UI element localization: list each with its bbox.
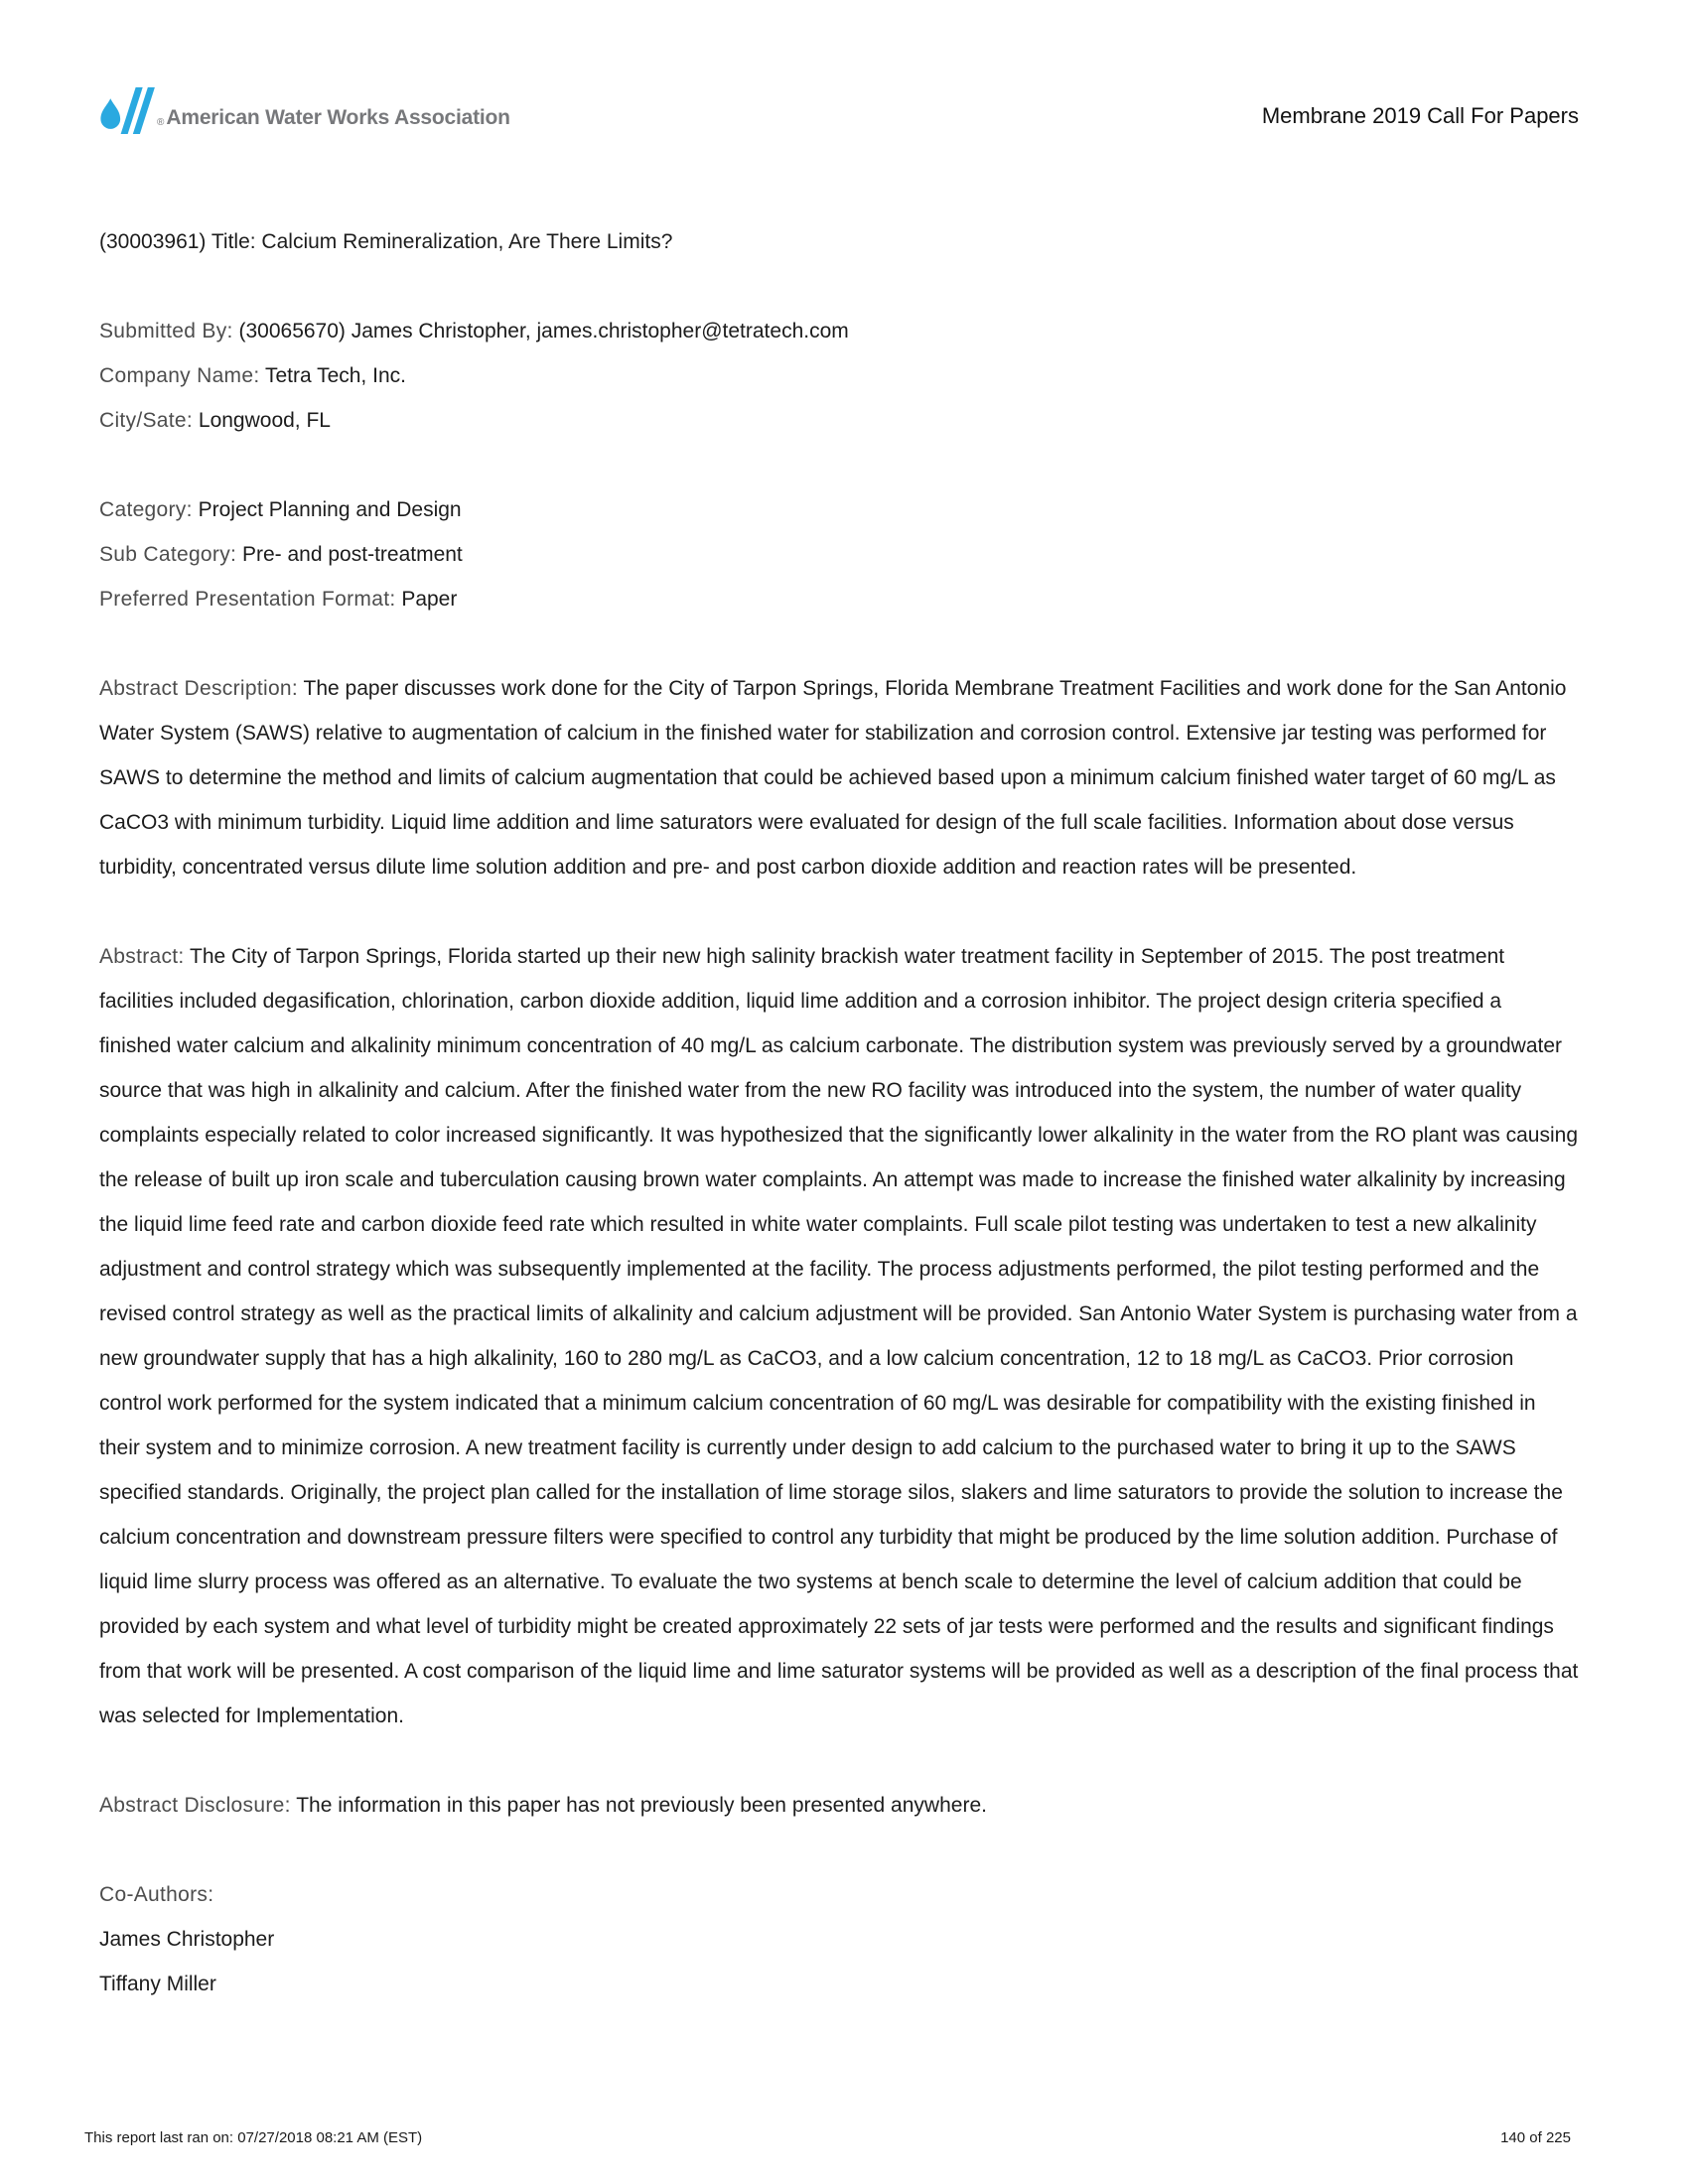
company-name-value: Tetra Tech, Inc. (264, 364, 406, 387)
page-number: 140 of 225 (1500, 2129, 1571, 2146)
abstract-description-text: The paper discusses work done for the City of Tarpon Springs, Florida Membrane Treatment Facilities and work done for the San Antonio Water System (SAWS) relative to augmentation of calcium in the finished water for stabilization and corrosion control. Extensive jar testing was performed for SAWS to determine the method and limits of calcium augmentation that could be achieved based upon a minimum calcium finished water target of 60 mg/L as CaCO3 with minimum turbidity. Liquid lime addition and lime saturators were evaluated for design of the full scale facilities. Information about dose versus turbidity, concentrated versus dilute lime solution addition and pre- and post carbon dioxide addition and reaction rates will be presented. (99, 677, 1567, 879)
abstract-disclosure-paragraph (99, 1783, 1579, 1828)
co-author-name: James Christopher (99, 1928, 275, 1951)
abstract-description-paragraph (99, 666, 1579, 889)
submitted-by-label: Submitted By: (99, 320, 233, 342)
submitted-by-value: (30065670) James Christopher, james.christopher@tetratech.com (238, 320, 849, 342)
abstract-description-label: Abstract Description: (99, 677, 299, 700)
logo-wordmark: American Water Works Association (166, 106, 510, 129)
report-last-ran: This report last ran on: 07/27/2018 08:21 AM (EST) (84, 2129, 423, 2146)
city-state-label: City/Sate: (99, 409, 194, 432)
category-value: Project Planning and Design (198, 498, 462, 521)
co-authors-label: Co-Authors: (99, 1883, 214, 1906)
contact-info-block (99, 309, 1579, 443)
company-name-line (99, 353, 1579, 398)
submission-title-line: (30003961) Title: Calcium Remineralization, Are There Limits? (99, 230, 673, 253)
co-authors-block (99, 1872, 1579, 2006)
submitted-by-line (99, 309, 1579, 353)
city-state-line (99, 398, 1579, 443)
abstract-disclosure-block (99, 1783, 1579, 1828)
page-header (99, 87, 1579, 134)
co-author-name: Tiffany Miller (99, 1973, 216, 1995)
report-body (99, 219, 1579, 2006)
abstract-label: Abstract: (99, 945, 185, 968)
water-drop-icon (99, 87, 161, 134)
abstract-disclosure-label: Abstract Disclosure: (99, 1794, 291, 1817)
awwa-logo (99, 87, 510, 134)
city-state-value: Longwood, FL (198, 409, 331, 432)
sub-category-line (99, 532, 1579, 577)
abstract-description-block (99, 666, 1579, 889)
company-name-label: Company Name: (99, 364, 260, 387)
co-authors-heading (99, 1872, 1579, 1917)
category-block (99, 487, 1579, 621)
submission-title-block (99, 219, 1579, 264)
category-line (99, 487, 1579, 532)
presentation-format-value: Paper (401, 588, 458, 611)
sub-category-value: Pre- and post-treatment (242, 543, 463, 566)
sub-category-label: Sub Category: (99, 543, 237, 566)
presentation-format-line (99, 577, 1579, 621)
category-label: Category: (99, 498, 193, 521)
abstract-disclosure-text: The information in this paper has not previously been presented anywhere. (296, 1794, 987, 1817)
report-title: Membrane 2019 Call For Papers (1261, 103, 1579, 128)
abstract-text: The City of Tarpon Springs, Florida started up their new high salinity brackish water treatment facility in September of 2015. The post treatment facilities included degasification, chlorination, carbon dioxide addition, liquid lime addition and a corrosion inhibitor. The project design criteria specified a finished water calcium and alkalinity minimum concentration of 40 mg/L as calcium carbonate. The distribution system was previously served by a groundwater source that was high in alkalinity and calcium. After the finished water from the new RO facility was introduced into the system, the number of water quality complaints especially related to color increased significantly. It was hypothesized that the significantly lower alkalinity in the water from the RO plant was causing the release of built up iron scale and tuberculation causing brown water complaints. An attempt was made to increase the finished water alkalinity by increasing the liquid lime feed rate and carbon dioxide feed rate which resulted in white water complaints. Full scale pilot testing was undertaken to test a new alkalinity adjustment and control strategy which was subsequently implemented at the facility. The process adjustments performed, the pilot testing performed and the revised control strategy as well as the practical limits of alkalinity and calcium adjustment will be provided. San Antonio Water System is purchasing water from a new groundwater supply that has a high alkalinity, 160 to 280 mg/L as CaCO3, and a low calcium concentration, 12 to 18 mg/L as CaCO3. Prior corrosion control work performed for the system indicated that a minimum calcium concentration of 60 mg/L was desirable for compatibility with the existing finished in their system and to minimize corrosion. A new treatment facility is currently under design to add calcium to the purchased water to bring it up to the SAWS specified standards. Originally, the project plan called for the installation of lime storage silos, slakers and lime saturators to provide the solution to increase the calcium concentration and downstream pressure filters were specified to control any turbidity that might be produced by the lime solution addition. Purchase of liquid lime slurry process was offered as an alternative. To evaluate the two systems at bench scale to determine the level of calcium addition that could be provided by each system and what level of turbidity might be created approximately 22 sets of jar tests were performed and the results and significant findings from that work will be presented. A cost comparison of the liquid lime and lime saturator systems will be provided as well as a description of the final process that was selected for Implementation. (99, 945, 1579, 1727)
presentation-format-label: Preferred Presentation Format: (99, 588, 396, 611)
registered-trademark: ® (157, 117, 165, 128)
abstract-paragraph (99, 934, 1579, 1738)
abstract-block (99, 934, 1579, 1738)
page-footer (84, 2129, 1571, 2146)
